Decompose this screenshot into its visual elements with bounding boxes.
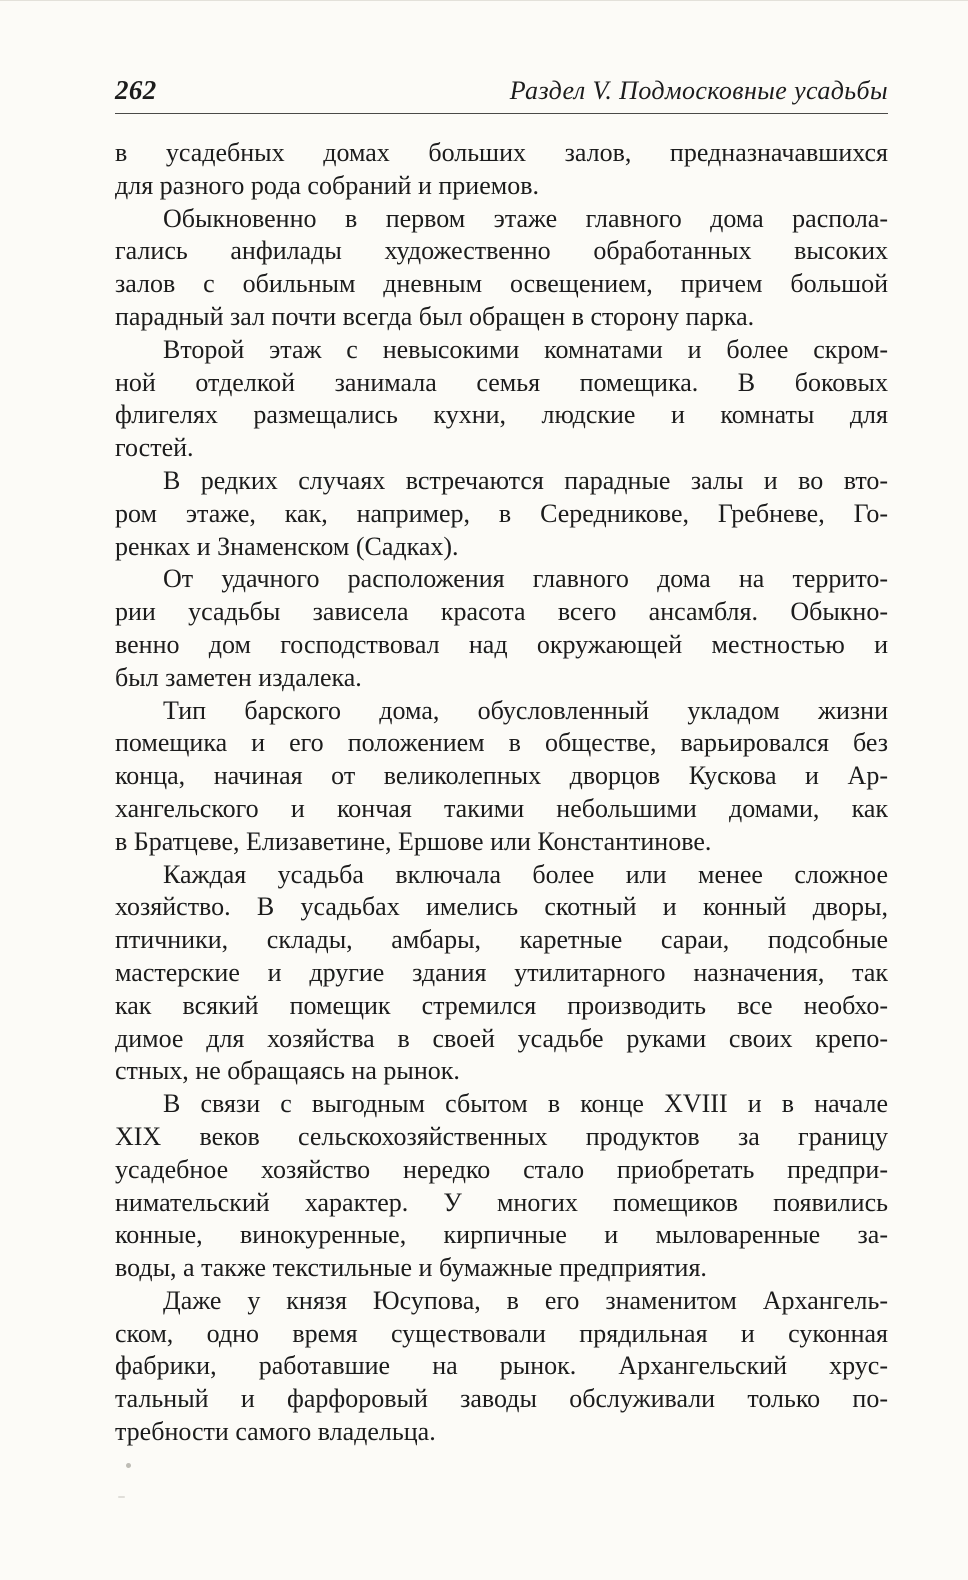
text-line: конца, начиная от великолепных дворцов Кускова и Ар-: [115, 761, 888, 791]
paragraph: [115, 563, 888, 694]
scan-artifact: [126, 1463, 131, 1468]
text-line: в Братцеве, Елизаветине, Ершове или Константинове.: [115, 826, 712, 856]
text-line: тальный и фарфоровый заводы обслуживали только по-: [115, 1384, 888, 1414]
text-line: стных, не обращаясь на рынок.: [115, 1056, 460, 1086]
paragraph: [115, 203, 888, 334]
page-number: 262: [115, 75, 157, 105]
text-line: Даже у князя Юсупова, в его знаменитом Архангель-: [163, 1285, 888, 1315]
paragraph: [115, 465, 888, 563]
text-line: рии усадьбы зависела красота всего ансамбля. Обыкно-: [115, 597, 888, 627]
text-line: парадный зал почти всегда был обращен в сторону парка.: [115, 301, 755, 331]
text-line: Обыкновенно в первом этаже главного дома распола-: [163, 203, 888, 233]
text-line: хозяйство. В усадьбах имелись скотный и конный дворы,: [115, 892, 888, 922]
text-line: гостей.: [115, 433, 194, 463]
text-line: для разного рода собраний и приемов.: [115, 170, 539, 200]
text-line: Каждая усадьба включала более или менее сложное: [163, 859, 888, 889]
text-line: был заметен издалека.: [115, 662, 362, 692]
running-head: Раздел V. Подмосковные усадьбы: [509, 76, 888, 105]
page-body: [115, 137, 888, 1449]
text-line: венно дом господствовал над окружающей местностью и: [115, 629, 888, 659]
text-line: фабрики, работавшие на рынок. Архангельский хрус-: [115, 1351, 888, 1381]
text-line: мастерские и другие здания утилитарного назначения, так: [115, 957, 888, 987]
text-line: ром этаже, как, например, в Середникове, Гребневе, Го-: [115, 498, 888, 528]
text-line: в усадебных домах больших залов, предназначавшихся: [115, 138, 888, 167]
text-line: воды, а также текстильные и бумажные предприятия.: [115, 1253, 707, 1283]
text-line: димое для хозяйства в своей усадьбе руками своих крепо-: [115, 1023, 888, 1053]
text-line: усадебное хозяйство нередко стало приобретать предпри-: [115, 1154, 888, 1184]
text-line: Тип барского дома, обусловленный укладом жизни: [163, 695, 888, 725]
text-line: помещика и его положением в обществе, варьировался без: [115, 728, 888, 758]
paragraph: [115, 1088, 888, 1285]
paragraph: [115, 137, 888, 203]
text-line: ренках и Знаменском (Садках).: [115, 531, 459, 561]
text-line: XIX веков сельскохозяйственных продуктов за границу: [115, 1121, 888, 1151]
text-line: флигелях размещались кухни, людские и комнаты для: [115, 400, 888, 430]
text-line: ском, одно время существовали прядильная и суконная: [115, 1318, 888, 1348]
text-line: конные, винокуренные, кирпичные и мыловаренные за-: [115, 1220, 888, 1250]
paragraph: [115, 1285, 888, 1449]
text-line: От удачного расположения главного дома на террито-: [163, 564, 888, 594]
text-line: залов с обильным дневным освещением, причем большой: [115, 269, 888, 299]
text-line: В связи с выгодным сбытом в конце XVIII и в начале: [163, 1089, 888, 1119]
text-line: нимательский характер. У многих помещиков появились: [115, 1187, 888, 1217]
paragraph: [115, 695, 888, 859]
text-line: Второй этаж с невысокими комнатами и более скром-: [163, 334, 888, 364]
text-line: требности самого владельца.: [115, 1417, 436, 1447]
paragraph: [115, 334, 888, 465]
text-line: как всякий помещик стремился производить все необхо-: [115, 990, 888, 1020]
page-header: [115, 75, 888, 106]
text-line: В редких случаях встречаются парадные залы и во вто-: [163, 465, 888, 495]
paragraph: [115, 859, 888, 1089]
scan-artifact: [118, 1496, 125, 1498]
header-rule: [115, 113, 888, 114]
text-line: гались анфилады художественно обработанных высоких: [115, 236, 888, 266]
text-line: хангельского и кончая такими небольшими домами, как: [115, 793, 888, 823]
text-line: ной отделкой занимала семья помещика. В боковых: [115, 367, 888, 397]
text-line: птичники, склады, амбары, каретные сараи, подсобные: [115, 925, 888, 955]
